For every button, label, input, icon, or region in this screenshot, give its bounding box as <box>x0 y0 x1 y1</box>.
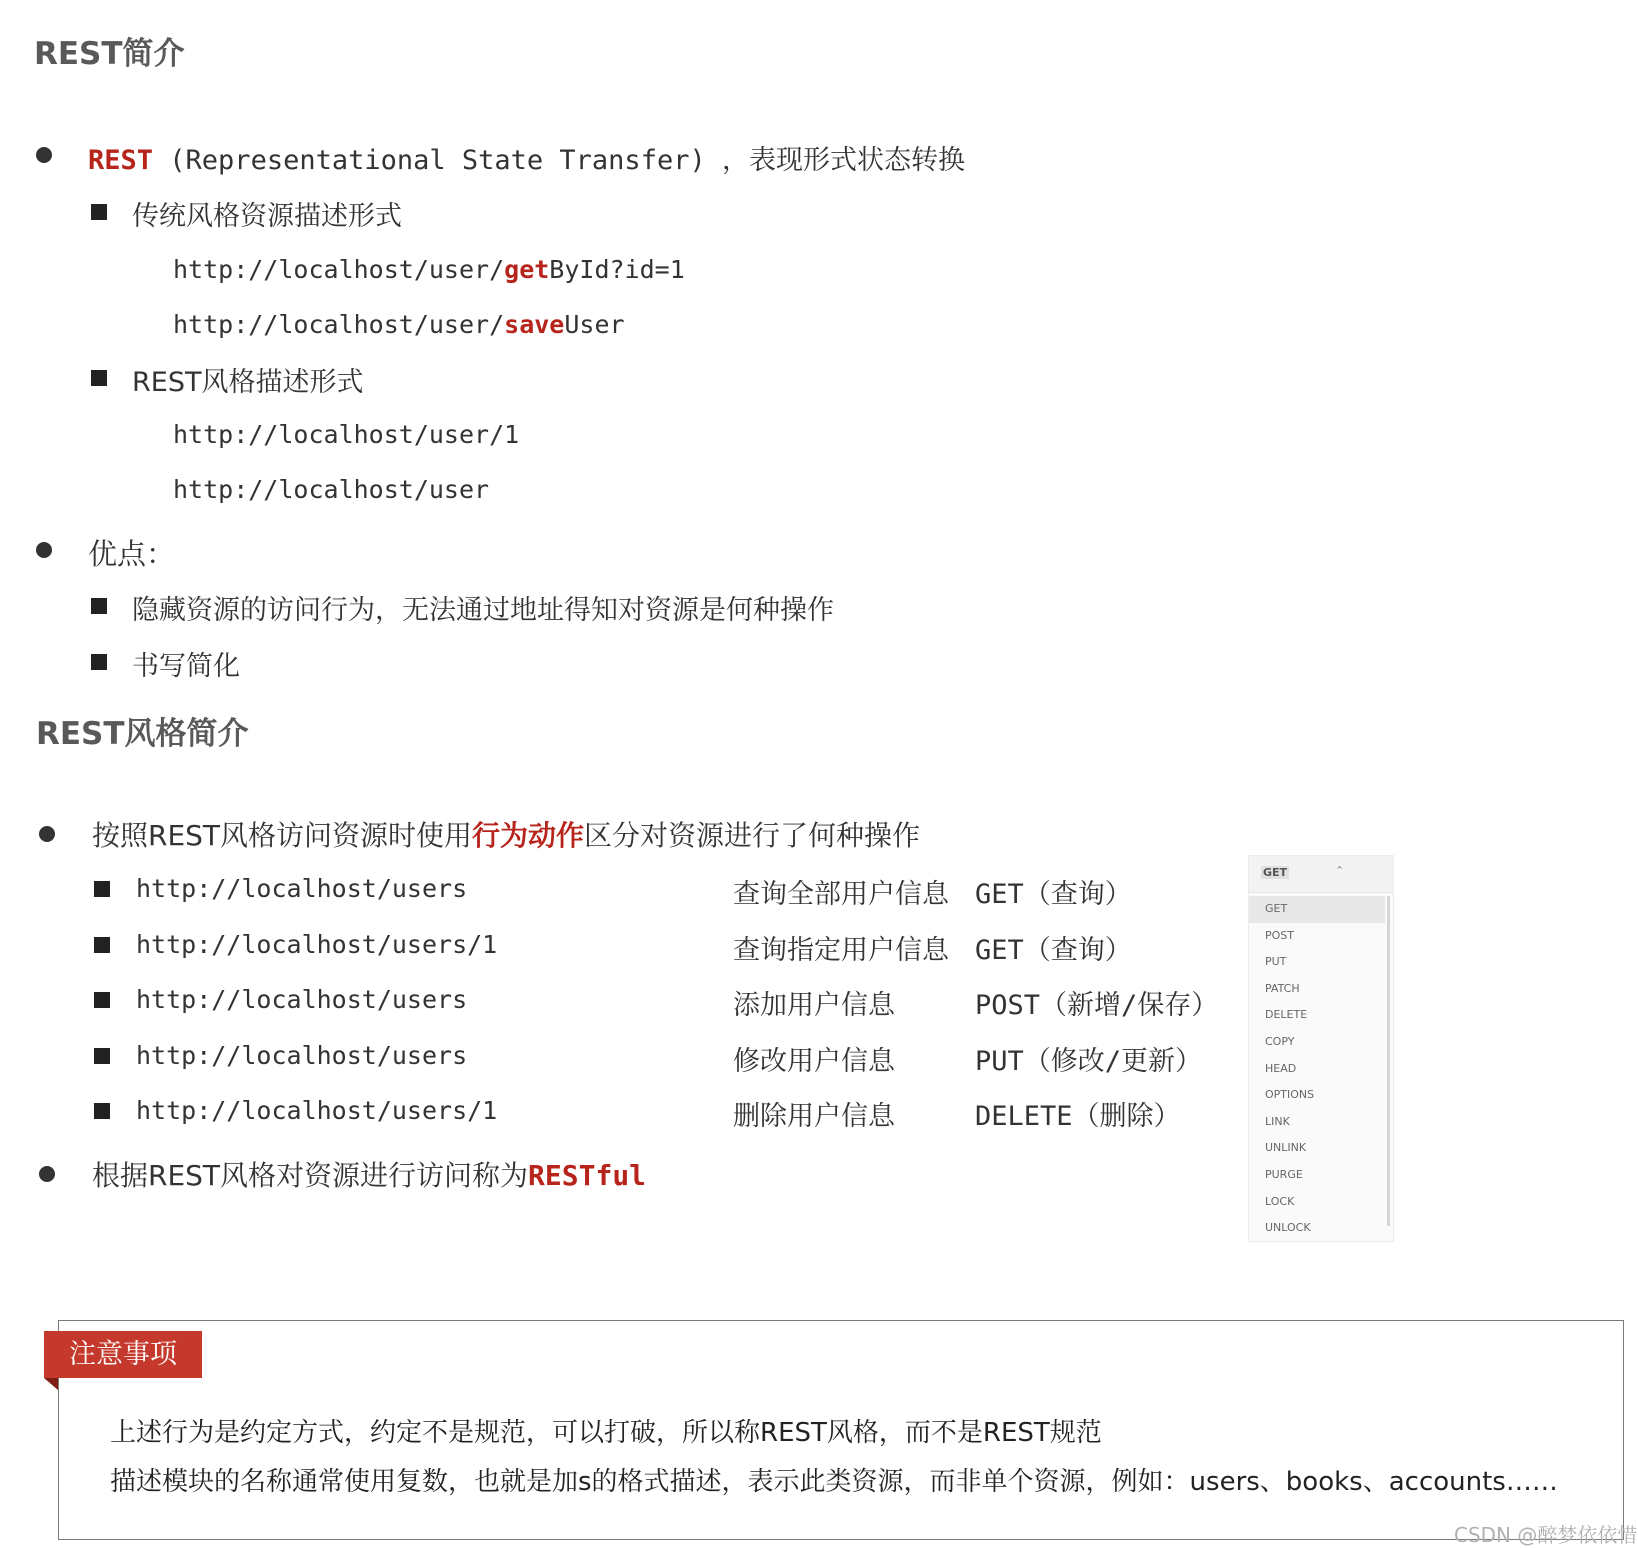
row-description: 查询全部用户信息 <box>733 879 949 910</box>
dropdown-header[interactable] <box>1249 856 1393 893</box>
dropdown-option-unlock[interactable]: UNLOCK <box>1265 1221 1311 1235</box>
dropdown-options-list <box>1249 896 1385 1242</box>
advantage-item-hide-behavior: 隐藏资源的访问行为，无法通过地址得知对资源是何种操作 <box>132 595 834 626</box>
row-http-method: PUT（修改/更新） <box>975 1046 1203 1077</box>
bullet-square <box>94 992 110 1008</box>
dropdown-option-purge[interactable]: PURGE <box>1265 1167 1303 1181</box>
chevron-up-icon: ⌃ <box>1335 864 1345 877</box>
row-url: http://localhost/users <box>136 874 468 903</box>
dropdown-option-delete[interactable]: DELETE <box>1265 1008 1308 1022</box>
dropdown-option-copy[interactable]: COPY <box>1265 1034 1295 1048</box>
rest-style-label: REST风格描述形式 <box>132 367 364 398</box>
advantages-label: 优点： <box>88 537 176 571</box>
bullet-dot <box>36 147 52 163</box>
row-description: 查询指定用户信息 <box>733 935 949 966</box>
dropdown-option-options[interactable]: OPTIONS <box>1265 1088 1315 1102</box>
dropdown-scrollbar[interactable] <box>1387 896 1390 1226</box>
rest-keyword: REST <box>88 145 154 176</box>
bullet-square <box>91 204 107 220</box>
http-method-dropdown[interactable] <box>1248 855 1394 1242</box>
bullet-dot <box>39 826 55 842</box>
traditional-style-label: 传统风格资源描述形式 <box>132 201 402 232</box>
traditional-url-getbyid <box>173 255 685 284</box>
intro-text: 区分对资源进行了何种操作 <box>584 819 921 852</box>
row-http-method: POST（新增/保存） <box>975 990 1219 1021</box>
notice-line-2: 描述模块的名称通常使用复数，也就是加s的格式描述，表示此类资源，而非单个资源，例如：users、books、accounts…… <box>110 1467 1558 1497</box>
rest-url-user-1: http://localhost/user/1 <box>173 420 520 449</box>
bullet-square <box>91 370 107 386</box>
row-http-method: GET（查询） <box>975 879 1132 910</box>
dropdown-option-get[interactable]: GET <box>1249 896 1385 923</box>
dropdown-option-post[interactable]: POST <box>1265 928 1294 942</box>
row-url: http://localhost/users <box>136 985 468 1014</box>
dropdown-selected-value: GET <box>1263 866 1288 879</box>
bullet-square <box>94 937 110 953</box>
rest-url-user: http://localhost/user <box>173 475 490 504</box>
bullet-square <box>94 881 110 897</box>
intro-text: 按照REST风格访问资源时使用 <box>92 819 473 852</box>
url-prefix: http://localhost/user/ <box>173 310 505 339</box>
dropdown-option-put[interactable]: PUT <box>1265 955 1287 969</box>
dropdown-option-head[interactable]: HEAD <box>1265 1061 1297 1075</box>
bullet-square <box>94 1103 110 1119</box>
watermark: CSDN @醉梦依依惜 <box>1454 1523 1638 1547</box>
row-description: 修改用户信息 <box>733 1046 895 1077</box>
rest-definition-text: (Representational State Transfer) ，表现形式状态转换 <box>153 145 965 176</box>
bullet-square <box>91 598 107 614</box>
url-suffix: User <box>564 310 625 339</box>
row-url: http://localhost/users/1 <box>136 930 498 959</box>
url-suffix: ById?id=1 <box>549 255 685 284</box>
bullet-square <box>94 1048 110 1064</box>
row-url: http://localhost/users <box>136 1041 468 1070</box>
restful-text: 根据REST风格对资源进行访问称为 <box>92 1159 529 1192</box>
bullet-dot <box>36 542 52 558</box>
restful-definition <box>92 1154 646 1194</box>
dropdown-option-link[interactable]: LINK <box>1265 1114 1290 1128</box>
row-description: 删除用户信息 <box>733 1101 895 1132</box>
dropdown-option-patch[interactable]: PATCH <box>1265 981 1300 995</box>
notice-tag: 注意事项 <box>44 1331 202 1378</box>
traditional-url-saveuser <box>173 310 625 339</box>
url-action-highlight: save <box>504 310 565 339</box>
rest-style-intro <box>92 814 920 854</box>
dropdown-option-unlink[interactable]: UNLINK <box>1265 1141 1307 1155</box>
intro-highlight: 行为动作 <box>472 819 585 852</box>
row-description: 添加用户信息 <box>733 990 895 1021</box>
row-http-method: GET（查询） <box>975 935 1132 966</box>
section-heading-rest-intro: REST简介 <box>34 36 185 72</box>
url-action-highlight: get <box>504 255 550 284</box>
bullet-dot <box>39 1166 55 1182</box>
notice-tag-fold <box>44 1378 58 1390</box>
notice-line-1: 上述行为是约定方式，约定不是规范，可以打破，所以称REST风格，而不是REST规范 <box>110 1418 1102 1448</box>
url-prefix: http://localhost/user/ <box>173 255 505 284</box>
section-heading-rest-style: REST风格简介 <box>36 716 249 752</box>
restful-keyword: RESTful <box>528 1159 647 1192</box>
dropdown-option-lock[interactable]: LOCK <box>1265 1194 1295 1208</box>
advantage-item-simplify: 书写简化 <box>132 651 240 682</box>
row-url: http://localhost/users/1 <box>136 1096 498 1125</box>
bullet-square <box>91 654 107 670</box>
row-http-method: DELETE（删除） <box>975 1101 1181 1132</box>
rest-definition <box>88 138 965 177</box>
